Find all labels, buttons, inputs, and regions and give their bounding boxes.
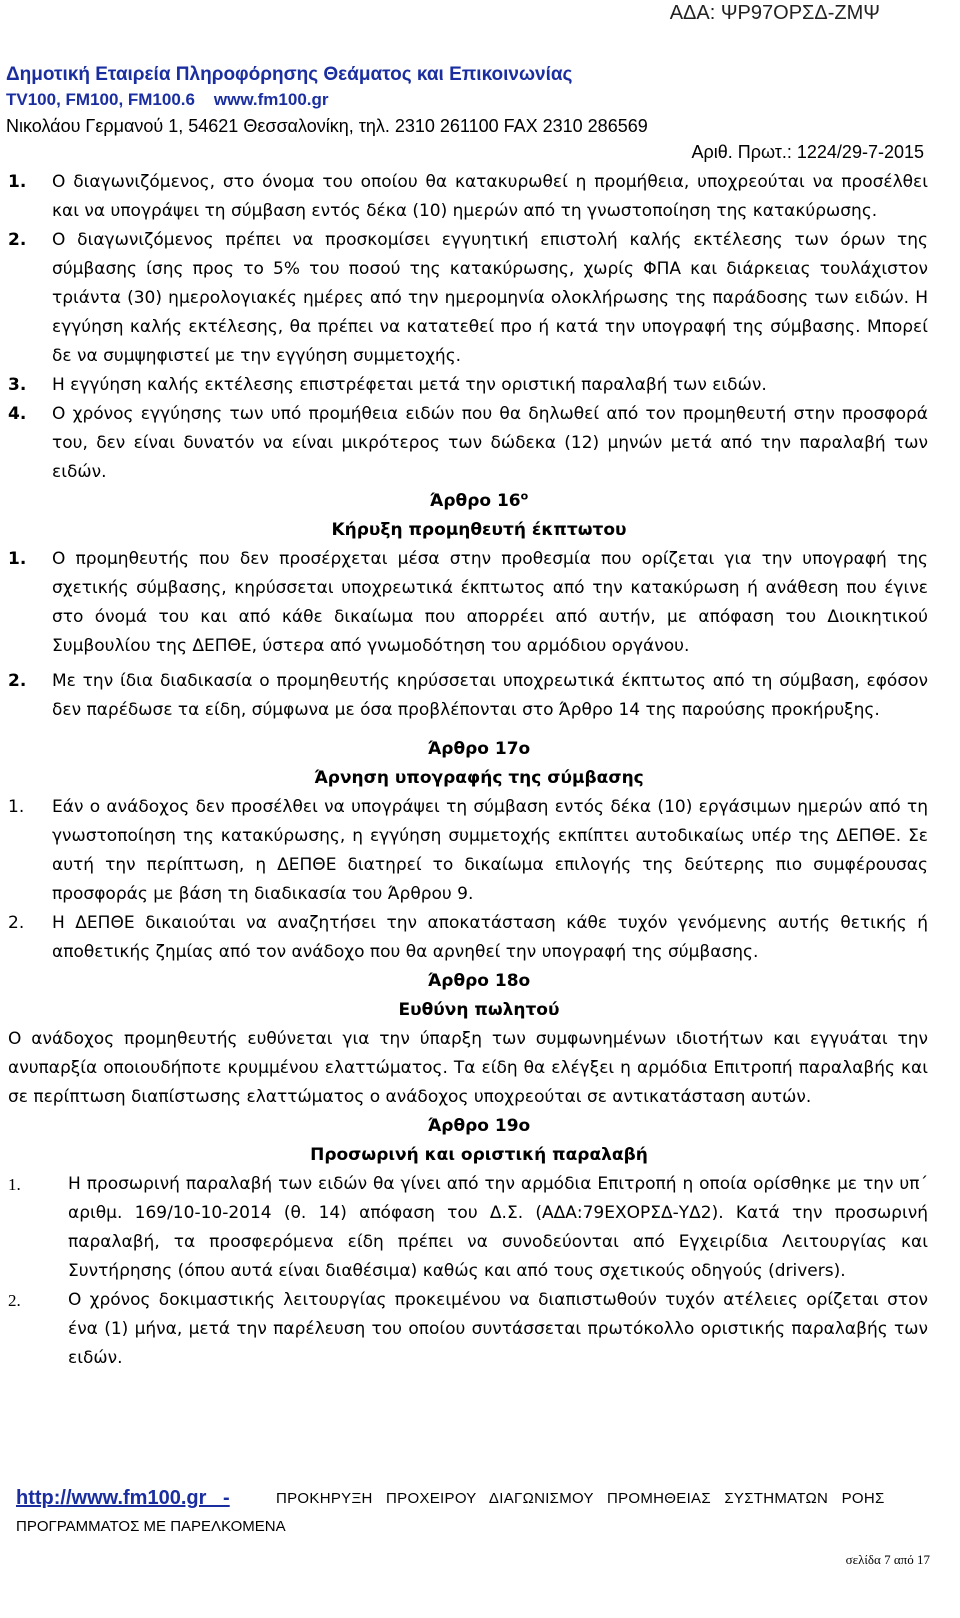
list-item (8, 1286, 928, 1373)
item-number: 1. (8, 1175, 21, 1194)
organization-name: Δημοτική Εταιρεία Πληροφόρησης Θεάματος και Επικοινωνίας (6, 64, 573, 85)
ada-code: ΑΔΑ: ΨΡ97ΟΡΣΔ-ΖΜΨ (669, 2, 880, 24)
list-item (8, 667, 928, 725)
list-item (8, 168, 928, 226)
item-text: Η εγγύηση καλής εκτέλεσης επιστρέφεται μετά την οριστική παραλαβή των ειδών. (52, 375, 767, 395)
item-number: 1. (8, 172, 27, 192)
item-text: Με την ίδια διαδικασία ο προμηθευτής κηρύσσεται υποχρεωτικά έκπτωτος από τη σύμβαση, εφόσον δεν παρέδωσε τα είδη, σύμφωνα με όσα προβλέπονται στο Άρθρο 14 της παρούσης προκήρυξης. (52, 671, 928, 720)
article-16-subtitle: Κήρυξη προμηθευτή έκπτωτου (331, 520, 627, 540)
page-number: σελίδα 7 από 17 (845, 1552, 930, 1567)
article-17-subtitle: Άρνηση υπογραφής της σύμβασης (314, 768, 644, 788)
item-text: Ο διαγωνιζόμενος, στο όνομα του οποίου θα κατακυρωθεί η προμήθεια, υποχρεούται να προσέλθει και να υπογράψει τη σύμβαση εντός δέκα (10) ημερών από τη γνωστοποίηση της κατακύρωσης. (52, 172, 928, 221)
item-text: Ο διαγωνιζόμενος πρέπει να προσκομίσει εγγυητική επιστολή καλής εκτέλεσης των όρων της σύμβασης ίσης προς το 5% του ποσού της κατακύρωσης, χωρίς ΦΠΑ και διάρκειας τουλάχιστον τριάντα (30) ημερολογιακές ημέρες από την ημερομηνία ολοκλήρωσης της παράδοσης των ειδών. Η εγγύηση καλής εκτέλεσης, θα πρέπει να κατατεθεί προ ή κατά την υπογραφή της σύμβασης. Μπορεί δε να συμψηφιστεί με την εγγύηση συμμετοχής. (52, 230, 928, 366)
article-18-subtitle: Ευθύνη πωλητού (398, 1000, 560, 1020)
item-number: 2. (8, 671, 27, 691)
footer-document-title-continued: ΠΡΟΓΡΑΜΜΑΤΟΣ ΜΕ ΠΑΡΕΛΚΟΜΕΝΑ (16, 1518, 286, 1535)
item-text: Η προσωρινή παραλαβή των ειδών θα γίνει από την αρμόδια Επιτροπή η οποία ορίσθηκε με την υπ΄ αριθμ. 169/10-10-2014 (θ. 14) απόφαση του Δ.Σ. (ΑΔΑ:79ΕΧΟΡΣΔ-ΥΔ2). Κατά την προσωρινή παραλαβή, τα προσφερόμενα είδη πρέπει να συνοδεύονται από Εγχειρίδια Λειτουργίας και Συντήρησης (όπου αυτά είναι διαθέσιμα) καθώς και από τους σχετικούς οδηγούς (drivers). (68, 1174, 928, 1281)
item-text: Ο χρόνος δοκιμαστικής λειτουργίας προκειμένου να διαπιστωθούν τυχόν ατέλειες ορίζεται στον ένα (1) μήνα, μετά την παρέλευση του οποίου συντάσσεται πρωτόκολλο οριστικής παραλαβής των ειδών. (68, 1290, 928, 1368)
list-item (8, 371, 928, 400)
article-18-title: Άρθρο 18ο (427, 971, 531, 991)
footer-document-title: ΠΡΟΚΗΡΥΞΗ ΠΡΟΧΕΙΡΟΥ ΔΙΑΓΩΝΙΣΜΟΥ ΠΡΟΜΗΘΕΙΑΣ ΣΥΣΤΗΜΑΤΩΝ ΡΟΗΣ (276, 1490, 885, 1507)
article-19-subtitle: Προσωρινή και οριστική παραλαβή (310, 1145, 648, 1165)
item-number: 2. (8, 913, 25, 933)
list-item (8, 1170, 928, 1286)
item-number: 1. (8, 549, 27, 569)
footer-website-link[interactable]: http://www.fm100.gr - (16, 1487, 230, 1509)
item-text: Ο χρόνος εγγύησης των υπό προμήθεια ειδών που θα δηλωθεί από τον προμηθευτή στην προσφορά του, δεν είναι δυνατόν να είναι μικρότερος των δώδεκα (12) μηνών μετά από την παραλαβή των ειδών. (52, 404, 928, 482)
list-item (8, 545, 928, 661)
protocol-number: Αριθ. Πρωτ.: 1224/29-7-2015 (691, 142, 924, 162)
list-item (8, 793, 928, 909)
list-item (8, 909, 928, 967)
channels-line: TV100, FM100, FM100.6 www.fm100.gr (6, 90, 329, 109)
document-body (8, 168, 928, 1373)
item-number: 2. (8, 230, 27, 250)
item-text: Εάν ο ανάδοχος δεν προσέλθει να υπογράψει τη σύμβαση εντός δέκα (10) εργάσιμων ημερών από τη γνωστοποίηση της κατακύρωσης, η εγγύηση συμμετοχής εκπίπτει αυτοδικαίως υπέρ της ΔΕΠΘΕ. Σε αυτή την περίπτωση, η ΔΕΠΘΕ διατηρεί το δικαίωμα επιλογής της δεύτερης πιο συμφέρουσας προσφοράς με βάση τη διαδικασία του Άρθρου 9. (52, 797, 928, 904)
item-number: 4. (8, 404, 27, 424)
item-text: Η ΔΕΠΘΕ δικαιούται να αναζητήσει την αποκατάσταση κάθε τυχόν γενόμενης αυτής θετικής ή αποθετικής ζημίας από τον ανάδοχο που θα αρνηθεί την υπογραφή της σύμβασης. (52, 913, 928, 962)
article-16-title: Άρθρο $16^o$ (429, 489, 529, 511)
item-number: 1. (8, 797, 25, 817)
item-number: 2. (8, 1291, 21, 1310)
article-17-title: Άρθρο 17ο (427, 739, 531, 759)
list-item (8, 400, 928, 487)
address-line: Νικολάου Γερμανού 1, 54621 Θεσσαλονίκη, τηλ. 2310 261100 FAX 2310 286569 (6, 116, 648, 136)
item-text: Ο προμηθευτής που δεν προσέρχεται μέσα στην προθεσμία που ορίζεται για την υπογραφή της σχετικής σύμβασης, κηρύσσεται υποχρεωτικά έκπτωτος από την κατακύρωση ή ανάθεση που έγινε στο όνομά του και από κάθε δικαίωμα που απορρέει από αυτήν, με απόφαση του Διοικητικού Συμβουλίου της ΔΕΠΘΕ, ύστερα από γνωμοδότηση του αρμόδιου οργάνου. (52, 549, 928, 656)
item-number: 3. (8, 375, 27, 395)
list-item (8, 226, 928, 371)
article-18-text: Ο ανάδοχος προμηθευτής ευθύνεται για την ύπαρξη των συμφωνημένων ιδιοτήτων και εγγυάται την ανυπαρξία οποιουδήποτε κρυμμένου ελαττώματος. Τα είδη θα ελέγξει η αρμόδια Επιτροπή παραλαβής και σε περίπτωση διαπίστωσης ελαττώματος ο ανάδοχος υποχρεούται σε αντικατάσταση αυτών. (8, 1029, 928, 1107)
article-19-title: Άρθρο 19ο (427, 1116, 531, 1136)
